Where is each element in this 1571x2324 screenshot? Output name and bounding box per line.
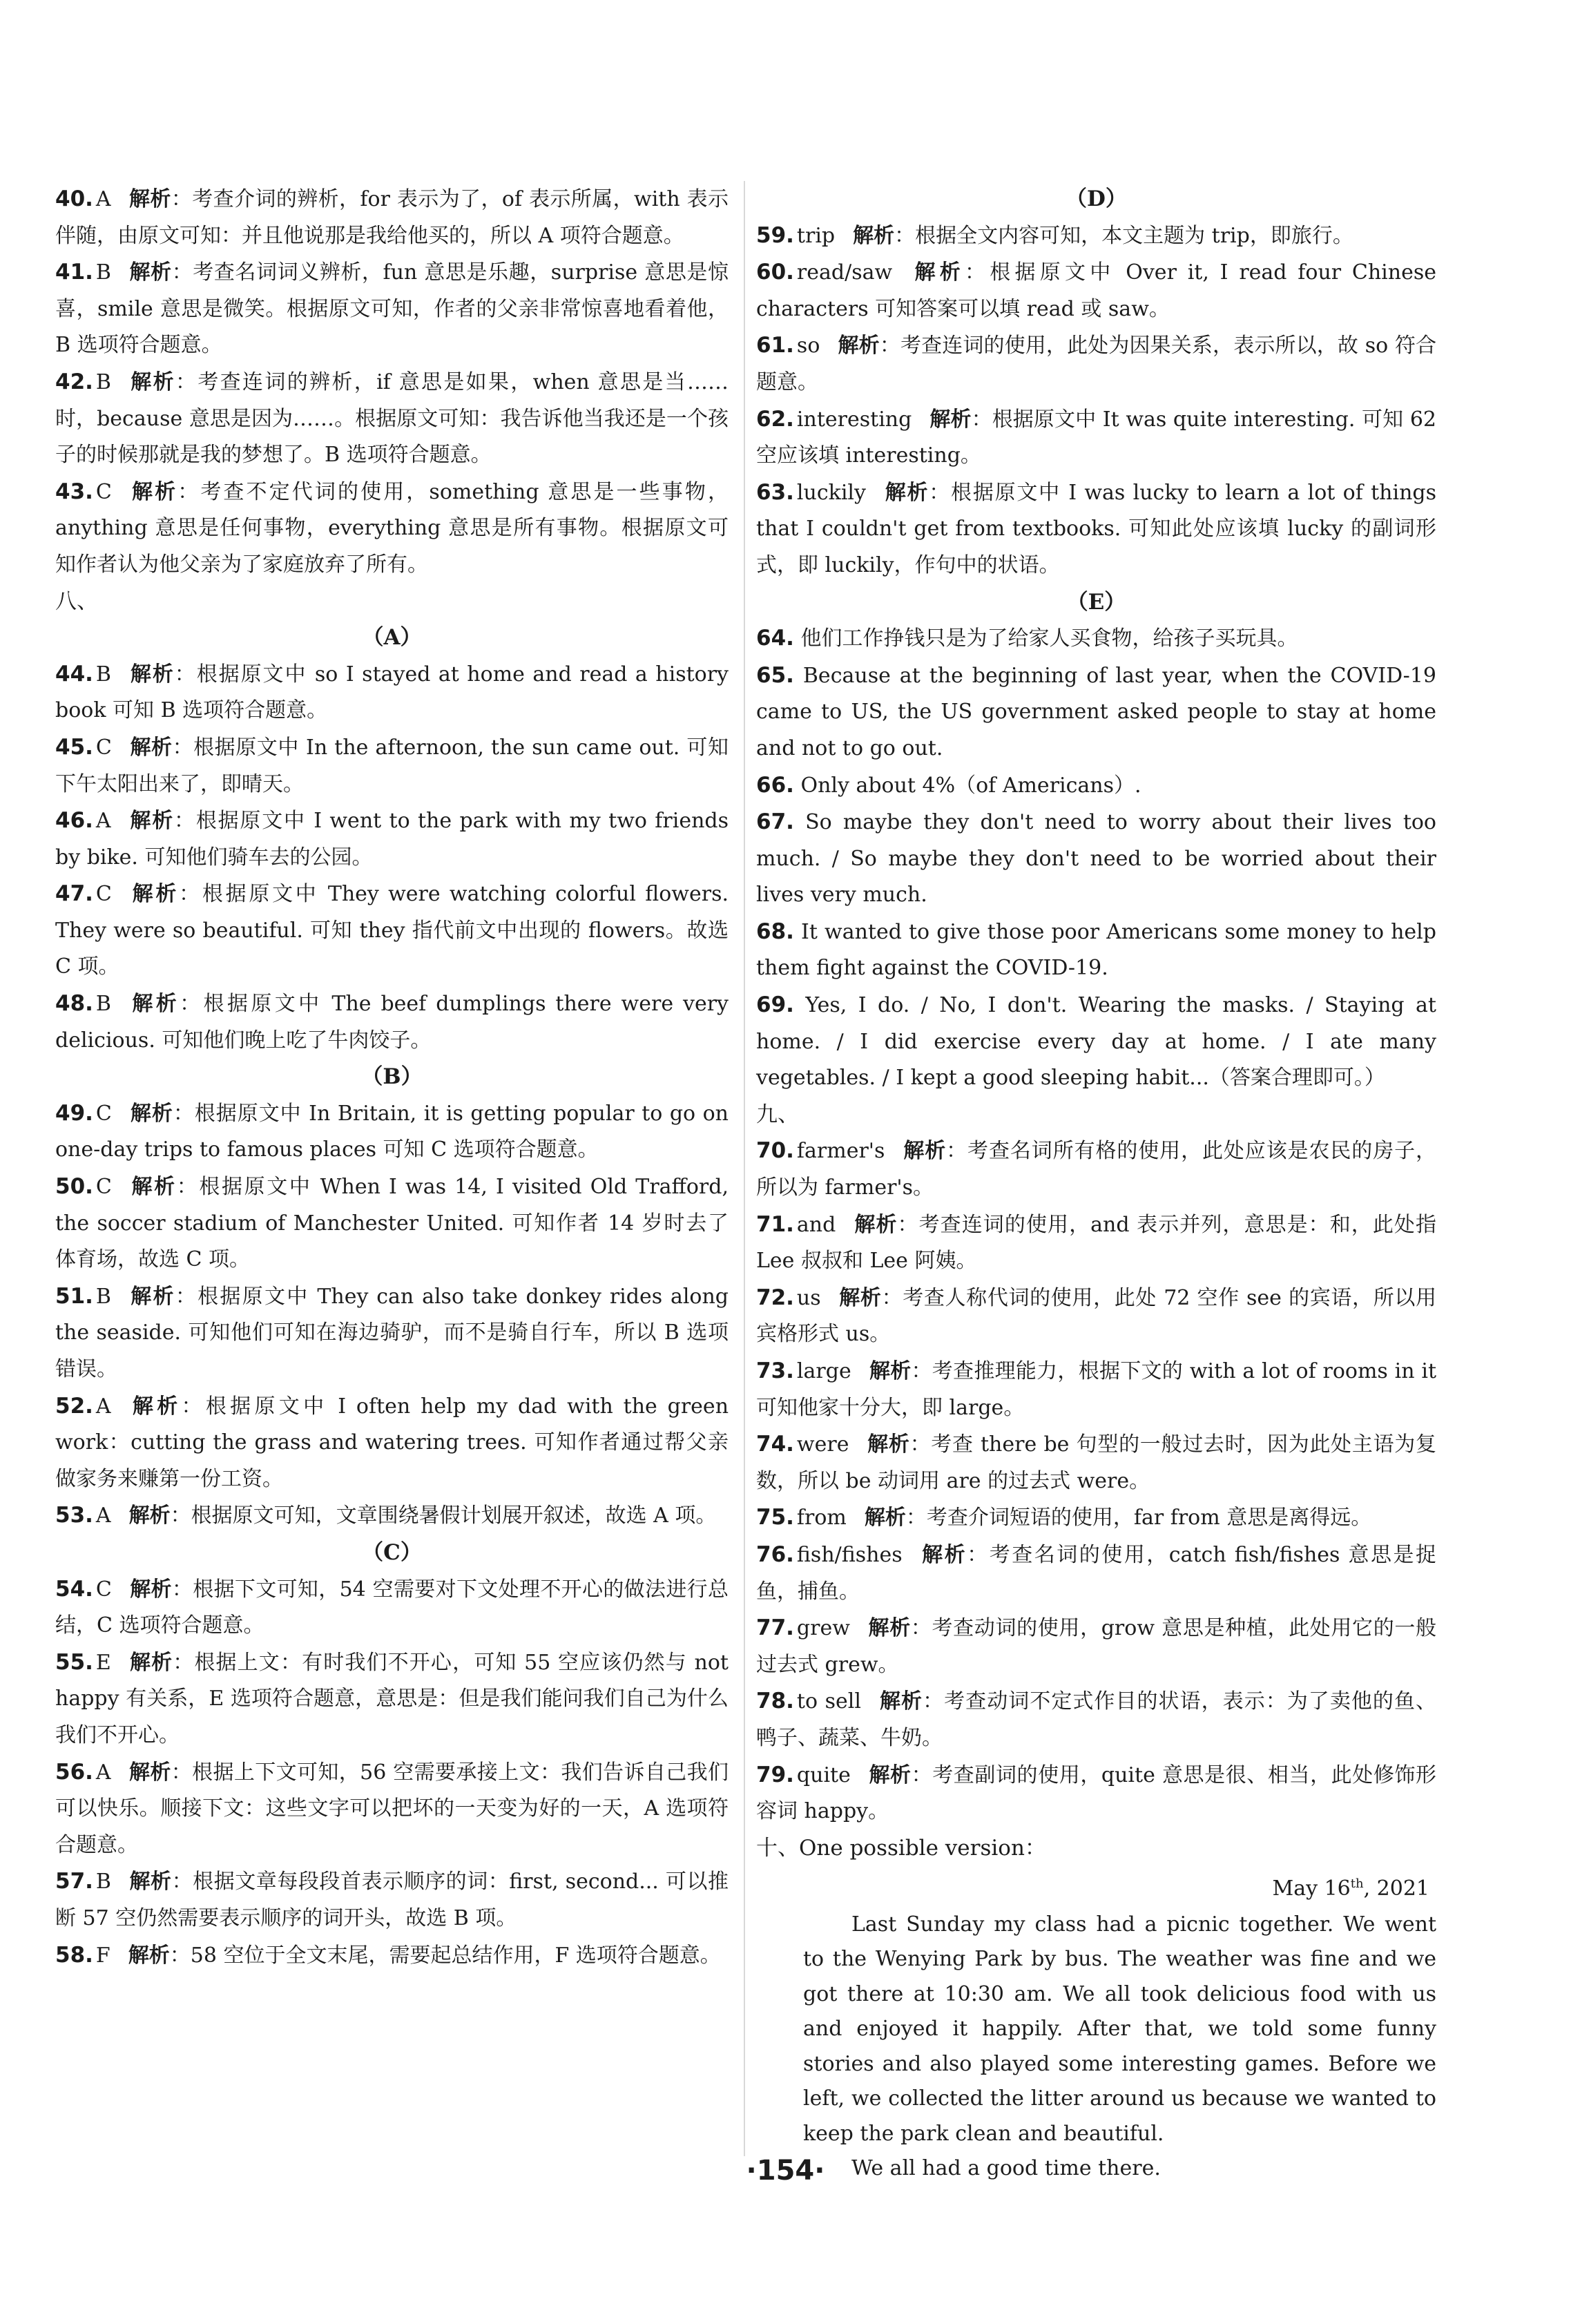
analysis-label: 解析 <box>128 992 180 1017</box>
answer-item <box>55 364 729 474</box>
analysis-label: 解析 <box>129 1577 172 1602</box>
explanation-text: Only about 4%（of Americans）. <box>800 773 1141 798</box>
explanation-text: ：考查介词短语的使用，far from 意思是离得远。 <box>905 1506 1372 1530</box>
section-8-heading: 八、 <box>55 588 98 614</box>
analysis-label: 解析 <box>869 1359 912 1383</box>
question-number: 44. <box>55 661 93 686</box>
date-day: May 16 <box>1272 1876 1351 1901</box>
question-number: 43. <box>55 479 93 504</box>
question-number: 72. <box>756 1285 794 1310</box>
explanation-text: ：考查动词的使用，grow 意思是种植，此处用它的一般过去式 grew。 <box>756 1616 1436 1677</box>
explanation-text: Because at the beginning of last year, when the COVID-19 came to US, the US government asked people to stay at home and not to go out. <box>756 663 1436 760</box>
analysis-label: 解析 <box>129 479 178 504</box>
answer-value: were <box>796 1432 849 1457</box>
answer-value: E <box>95 1650 111 1675</box>
question-number: 58. <box>55 1942 93 1968</box>
analysis-label: 解析 <box>129 1175 177 1200</box>
question-number: 67. <box>756 809 794 835</box>
answer-item <box>756 1757 1436 1830</box>
answer-value: C <box>95 1175 112 1200</box>
analysis-label: 解析 <box>128 1504 171 1528</box>
answer-value: farmer's <box>796 1139 885 1164</box>
question-number: 48. <box>55 991 93 1017</box>
section-e-heading: （E） <box>1066 589 1126 615</box>
answer-item <box>756 1537 1436 1610</box>
question-number: 42. <box>55 369 93 394</box>
explanation-text: ：考查名词的使用，catch fish/fishes 意思是捉鱼，捕鱼。 <box>756 1542 1437 1604</box>
explanation-text: ：根据原文可知，文章围绕暑假计划展开叙述，故选 A 项。 <box>170 1504 717 1528</box>
question-number: 49. <box>55 1100 93 1126</box>
question-number: 66. <box>756 772 794 798</box>
answer-value: C <box>95 1577 112 1602</box>
analysis-label: 解析 <box>128 187 171 211</box>
explanation-text: ：根据原文中 In Britain, it is getting popular to go on one-day trips to famous places 可知 C 选项符合题意。 <box>55 1101 729 1162</box>
answer-item <box>55 1571 729 1644</box>
explanation-text: ：根据文章每段段首表示顺序的词：first, second... 可以推断 57 空仍然需要表示顺序的词开头，故选 B 项。 <box>55 1870 729 1930</box>
answer-value: and <box>796 1212 836 1237</box>
answer-value: C <box>95 735 112 760</box>
answer-value: A <box>95 1504 111 1528</box>
analysis-label: 解析 <box>128 1870 172 1894</box>
analysis-label: 解析 <box>838 1285 882 1310</box>
question-number: 70. <box>756 1138 794 1164</box>
analysis-label: 解析 <box>128 260 172 285</box>
explanation-text: ：根据原文中 Over it, I read four Chinese characters 可知答案可以填 read 或 saw。 <box>756 260 1437 321</box>
explanation-text: ：根据原文中 so I stayed at home and read a history book 可知 B 选项符合题意。 <box>55 662 729 723</box>
answer-item <box>756 1133 1436 1206</box>
essay-paragraph: We all had a good time there. <box>851 2156 1161 2181</box>
analysis-label: 解析 <box>910 260 965 285</box>
analysis-label: 解析 <box>129 1101 173 1126</box>
question-number: 46. <box>55 808 93 834</box>
question-number: 65. <box>756 662 794 688</box>
left-column <box>55 181 729 1974</box>
question-number: 54. <box>55 1576 93 1602</box>
right-column <box>756 181 1436 2187</box>
question-number: 79. <box>756 1762 794 1787</box>
explanation-text: ：根据上下文可知，56 空需要承接上文：我们告诉自己我们可以快乐。顺接下文：这些文字可以把坏的一天变为好的一天，A 选项符合题意。 <box>55 1760 729 1857</box>
question-number: 73. <box>756 1358 794 1383</box>
question-number: 68. <box>756 919 794 944</box>
analysis-label: 解析 <box>128 662 175 686</box>
analysis-label: 解析 <box>867 1432 910 1457</box>
explanation-text: ：考查名词所有格的使用，此处应该是农民的房子，所以为 farmer's。 <box>756 1139 1437 1200</box>
explanation-text: ：根据原文中 I often help my dad with the green work：cutting the grass and watering trees. 可知作者通过帮父亲做家务来赚第一份工资。 <box>55 1394 729 1491</box>
question-number: 57. <box>55 1869 93 1894</box>
question-number: 75. <box>756 1505 794 1530</box>
explanation-text: ：根据原文中 When I was 14, I visited Old Trafford, the soccer stadium of Manchester United. 可知作者 14 岁时去了体育场，故选 C 项。 <box>55 1175 729 1272</box>
question-number: 71. <box>756 1211 794 1237</box>
analysis-label: 解析 <box>128 1284 175 1309</box>
answer-value: B <box>95 662 111 686</box>
question-number: 60. <box>756 260 794 285</box>
answer-item <box>756 218 1436 255</box>
analysis-label: 解析 <box>128 1943 170 1968</box>
question-number: 51. <box>55 1283 93 1309</box>
answer-value: large <box>796 1359 851 1383</box>
explanation-text: ：根据下文可知，54 空需要对下文处理不开心的做法进行总结，C 选项符合题意。 <box>55 1577 729 1638</box>
answer-value: F <box>95 1943 110 1968</box>
explanation-text: ：考查连词的使用，此处为因果关系，表示所以，故 so 符合题意。 <box>756 334 1436 394</box>
explanation-text: ：根据全文内容可知，本文主题为 trip，即旅行。 <box>894 223 1353 248</box>
analysis-label: 解析 <box>929 407 972 432</box>
answer-item <box>756 620 1436 657</box>
analysis-label: 解析 <box>853 223 895 248</box>
essay-date <box>756 1866 1436 1908</box>
analysis-label: 解析 <box>903 1139 947 1164</box>
answer-item <box>55 656 729 729</box>
answer-item <box>55 876 729 986</box>
question-number: 61. <box>756 333 794 358</box>
explanation-text: ：58 空位于全文末尾，需要起总结作用，F 选项符合题意。 <box>169 1943 721 1968</box>
question-number: 52. <box>55 1393 93 1419</box>
question-number: 76. <box>756 1542 794 1567</box>
answer-item <box>55 1169 729 1278</box>
answer-value: C <box>95 882 112 907</box>
analysis-label: 解析 <box>864 1506 906 1530</box>
question-number: 56. <box>55 1759 93 1785</box>
answer-item <box>756 1426 1436 1499</box>
answer-value: grew <box>796 1616 850 1641</box>
analysis-label: 解析 <box>128 369 175 394</box>
answer-item <box>55 986 729 1059</box>
answer-item <box>55 803 729 876</box>
answer-item <box>756 1207 1436 1280</box>
analysis-label: 解析 <box>867 1616 911 1641</box>
answer-value: B <box>95 992 111 1017</box>
answer-item <box>756 987 1436 1097</box>
column-divider <box>744 181 745 2156</box>
answer-item <box>756 804 1436 914</box>
answer-value: A <box>95 1394 111 1419</box>
answer-value: from <box>796 1506 847 1530</box>
answer-item <box>55 729 729 803</box>
analysis-label: 解析 <box>128 809 175 834</box>
sample-essay <box>756 1908 1436 2187</box>
answer-value: B <box>95 260 111 285</box>
explanation-text: So maybe they don't need to worry about their lives too much. / So maybe they don't need to be worried about their lives very much. <box>756 810 1436 907</box>
answer-value: A <box>95 809 111 834</box>
question-number: 62. <box>756 406 794 432</box>
explanation-text: ：考查 there be 句型的一般过去时，因为此处主语为复数，所以 be 动词用 are 的过去式 were。 <box>756 1432 1437 1493</box>
answer-item <box>756 657 1436 767</box>
explanation-text: ：根据原文中 They were watching colorful flowers. They were so beautiful. 可知 they 指代前文中出现的 flowers。故选 C 项。 <box>55 882 729 979</box>
analysis-label: 解析 <box>868 1763 912 1787</box>
answer-item <box>55 254 729 364</box>
answer-item <box>756 474 1436 584</box>
explanation-text: ：考查介词的辨析，for 表示为了，of 表示所属，with 表示伴随，由原文可知：并且他说那是我给他买的，所以 A 项符合题意。 <box>55 187 729 248</box>
explanation-text: ：考查推理能力，根据下文的 with a lot of rooms in it 可知他家十分大，即 large。 <box>756 1359 1437 1420</box>
answer-value: trip <box>796 223 836 248</box>
section-10-heading: 十、One possible version： <box>756 1835 1046 1861</box>
question-number: 74. <box>756 1432 794 1457</box>
answer-item <box>55 181 729 254</box>
explanation-text: ：考查副词的使用，quite 意思是很、相当，此处修饰形容词 happy。 <box>756 1763 1437 1824</box>
explanation-text: ：考查名词词义辨析，fun 意思是乐趣，surprise 意思是惊喜，smile 意思是微笑。根据原文可知，作者的父亲非常惊喜地看着他，B 选项符合题意。 <box>55 260 729 358</box>
question-number: 59. <box>756 222 794 248</box>
answer-value: read/saw <box>796 260 893 285</box>
date-year: , 2021 <box>1363 1876 1429 1901</box>
question-number: 77. <box>756 1615 794 1641</box>
analysis-label: 解析 <box>838 334 880 358</box>
answer-item <box>756 1610 1436 1683</box>
explanation-text: It wanted to give those poor Americans some money to help them fight against the COVID-19. <box>756 919 1436 981</box>
section-a-heading: （A） <box>362 625 422 651</box>
page-number: ·154· <box>746 2155 825 2187</box>
answer-value: A <box>95 1760 111 1785</box>
explanation-text: ：根据原文中 I went to the park with my two friends by bike. 可知他们骑车去的公园。 <box>55 809 729 870</box>
question-number: 78. <box>756 1689 794 1714</box>
explanation-text: Yes, I do. / No, I don't. Wearing the masks. / Staying at home. / I did exercise every day at home. / I ate many vegetables. / I kept a good sleeping habit...（答案合理即可。） <box>756 993 1436 1091</box>
answer-item <box>55 1863 729 1937</box>
section-9-heading: 九、 <box>756 1102 799 1127</box>
answer-value: B <box>95 369 111 394</box>
section-c-heading: （C） <box>362 1539 422 1565</box>
question-number: 69. <box>756 992 794 1018</box>
explanation-text: ：考查不定代词的使用，something 意思是一些事物，anything 意思是任何事物，everything 意思是所有事物。根据原文可知作者认为他父亲为了家庭放弃了所有。 <box>55 479 729 577</box>
explanation-text: ：考查人称代词的使用，此处 72 空作 see 的宾语，所以用宾格形式 us。 <box>756 1285 1436 1347</box>
answer-value: fish/fishes <box>796 1542 903 1567</box>
analysis-label: 解析 <box>883 480 929 505</box>
question-number: 50. <box>55 1174 93 1200</box>
answer-item <box>55 1644 729 1754</box>
answer-item <box>55 1278 729 1388</box>
answer-item <box>756 327 1436 401</box>
answer-item <box>756 914 1436 987</box>
explanation-text: ：根据原文中 They can also take donkey rides along the seaside. 可知他们可知在海边骑驴，而不是骑自行车，所以 B 选项错误。 <box>55 1284 729 1381</box>
question-number: 47. <box>55 881 93 907</box>
answer-item <box>55 474 729 584</box>
explanation-text: ：根据原文中 The beef dumplings there were very delicious. 可知他们晚上吃了牛肉饺子。 <box>55 992 729 1053</box>
answer-item <box>55 1388 729 1498</box>
question-number: 64. <box>756 626 794 651</box>
explanation-text: ：根据原文中 I was lucky to learn a lot of things that I couldn't get from textbooks. 可知此处应该填 lucky 的副词形式，即 luckily，作句中的状语。 <box>756 480 1436 577</box>
question-number: 55. <box>55 1649 93 1675</box>
answer-value: us <box>796 1285 821 1310</box>
answer-value: so <box>796 334 820 358</box>
answer-item <box>756 1499 1436 1537</box>
section-d-heading: （D） <box>1066 186 1127 211</box>
answer-value: quite <box>796 1763 851 1787</box>
explanation-text: 他们工作挣钱只是为了给家人买食物，给孩子买玩具。 <box>800 626 1298 651</box>
answer-value: B <box>95 1284 111 1309</box>
question-number: 41. <box>55 260 93 285</box>
analysis-label: 解析 <box>129 735 173 760</box>
answer-item <box>756 401 1436 474</box>
section-b-heading: （B） <box>361 1064 423 1090</box>
analysis-label: 解析 <box>129 882 180 907</box>
analysis-label: 解析 <box>128 1760 171 1785</box>
analysis-label: 解析 <box>128 1394 182 1419</box>
answer-value: C <box>95 479 112 504</box>
answer-item <box>756 1683 1436 1756</box>
answer-item <box>756 1280 1436 1353</box>
explanation-text: ：根据原文中 In the afternoon, the sun came out. 可知下午太阳出来了，即晴天。 <box>55 735 729 796</box>
explanation-text: ：考查连词的使用，and 表示并列，意思是：和，此处指 Lee 叔叔和 Lee 阿姨。 <box>756 1212 1437 1274</box>
answer-value: luckily <box>796 480 866 505</box>
answer-value: B <box>95 1870 111 1894</box>
question-number: 53. <box>55 1503 93 1528</box>
answer-item <box>55 1754 729 1864</box>
analysis-label: 解析 <box>920 1542 967 1567</box>
analysis-label: 解析 <box>128 1650 173 1675</box>
date-suffix: th <box>1350 1876 1364 1892</box>
answer-value: interesting <box>796 407 912 432</box>
answer-item <box>756 1353 1436 1426</box>
explanation-text: ：根据上文：有时我们不开心，可知 55 空应该仍然与 not happy 有关系，E 选项符合题意，意思是：但是我们能问我们自己为什么我们不开心。 <box>55 1650 729 1747</box>
explanation-text: ：根据原文中 It was quite interesting. 可知 62 空应该填 interesting。 <box>756 407 1436 468</box>
question-number: 45. <box>55 734 93 760</box>
answer-item <box>55 1095 729 1169</box>
analysis-label: 解析 <box>878 1689 923 1714</box>
answer-item <box>55 1497 729 1535</box>
explanation-text: ：考查连词的辨析，if 意思是如果，when 意思是当……时，because 意思是因为……。根据原文可知：我告诉他当我还是一个孩子的时候那就是我的梦想了。B 选项符合题意。 <box>55 369 729 468</box>
question-number: 63. <box>756 479 794 505</box>
answer-item <box>756 254 1436 327</box>
essay-paragraph: Last Sunday my class had a picnic together. We went to the Wenying Park by bus. The weather was fine and we got there at 10:30 am. We all took delicious food with us and enjoyed it happily. After that, we told some funny stories and also played some interesting games. Before we left, we collected the litter around us because we wanted to keep the park clean and beautiful. <box>803 1912 1436 2146</box>
analysis-label: 解析 <box>854 1212 898 1237</box>
answer-value: A <box>95 187 111 211</box>
answer-item <box>55 1937 729 1975</box>
explanation-text: ：考查动词不定式作目的状语，表示：为了卖他的鱼、鸭子、蔬菜、牛奶。 <box>756 1689 1437 1750</box>
answer-value: C <box>95 1101 112 1126</box>
answer-item <box>756 767 1436 805</box>
answer-value: to sell <box>796 1689 861 1714</box>
question-number: 40. <box>55 186 93 211</box>
